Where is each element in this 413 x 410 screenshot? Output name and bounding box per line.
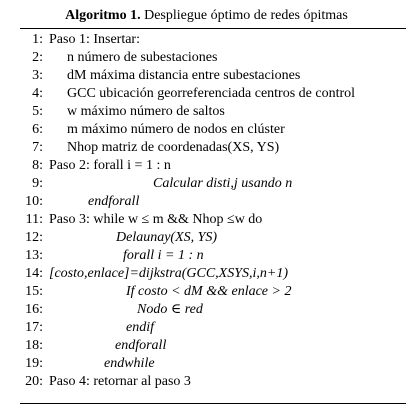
line-number: 20:	[25, 374, 43, 389]
line-number: 16:	[25, 302, 43, 317]
bottom-rule	[20, 403, 406, 404]
line-text: If costo < dM && enlace > 2	[126, 284, 292, 299]
line-text: GCC ubicación georreferenciada centros de control	[67, 86, 356, 101]
line-text: Paso 2: forall i = 1 : n	[49, 158, 171, 173]
line-text: Paso 4: retornar al paso 3	[49, 374, 191, 389]
line-number: 12:	[25, 230, 43, 245]
line-number: 1:	[32, 32, 43, 47]
line-text: [costo,enlace]=dijkstra(GCC,XSYS,i,n+1)	[49, 266, 288, 281]
line-number: 4:	[32, 86, 43, 101]
caption-text: Despliegue óptimo de redes ópitmas	[144, 8, 348, 23]
top-rule	[20, 28, 406, 29]
line-text: n número de subestaciones	[67, 50, 218, 65]
line-number: 6:	[32, 122, 43, 137]
line-text: endforall	[88, 194, 140, 209]
line-number: 9:	[32, 176, 43, 191]
line-number: 3:	[32, 68, 43, 83]
line-number: 18:	[25, 338, 43, 353]
line-number: 15:	[25, 284, 43, 299]
line-text: Nhop matriz de coordenadas(XS, YS)	[67, 140, 280, 155]
line-text: forall i = 1 : n	[123, 248, 204, 263]
line-text: m máximo número de nodos en clúster	[67, 122, 285, 137]
line-text: Nodo ∈ red	[137, 302, 203, 317]
line-number: 10:	[25, 194, 43, 209]
caption-label: Algoritmo 1.	[65, 8, 141, 23]
algorithm-caption	[0, 8, 413, 24]
line-number: 2:	[32, 50, 43, 65]
line-number: 7:	[32, 140, 43, 155]
line-number: 13:	[25, 248, 43, 263]
line-number: 11:	[25, 212, 43, 227]
line-text: Delaunay(XS, YS)	[116, 230, 218, 245]
line-text: endif	[126, 320, 154, 335]
line-text: Paso 3: while w ≤ m && Nhop ≤w do	[49, 212, 263, 227]
line-number: 8:	[32, 158, 43, 173]
line-number: 14:	[25, 266, 43, 281]
line-text: endwhile	[104, 356, 155, 371]
line-text: w máximo número de saltos	[67, 104, 225, 119]
line-text: Calcular disti,j usando n	[153, 176, 293, 191]
line-text: Paso 1: Insertar:	[49, 32, 140, 47]
line-text: dM máxima distancia entre subestaciones	[67, 68, 301, 83]
line-number: 17:	[25, 320, 43, 335]
line-number: 19:	[25, 356, 43, 371]
line-text: endforall	[115, 338, 167, 353]
line-number: 5:	[32, 104, 43, 119]
